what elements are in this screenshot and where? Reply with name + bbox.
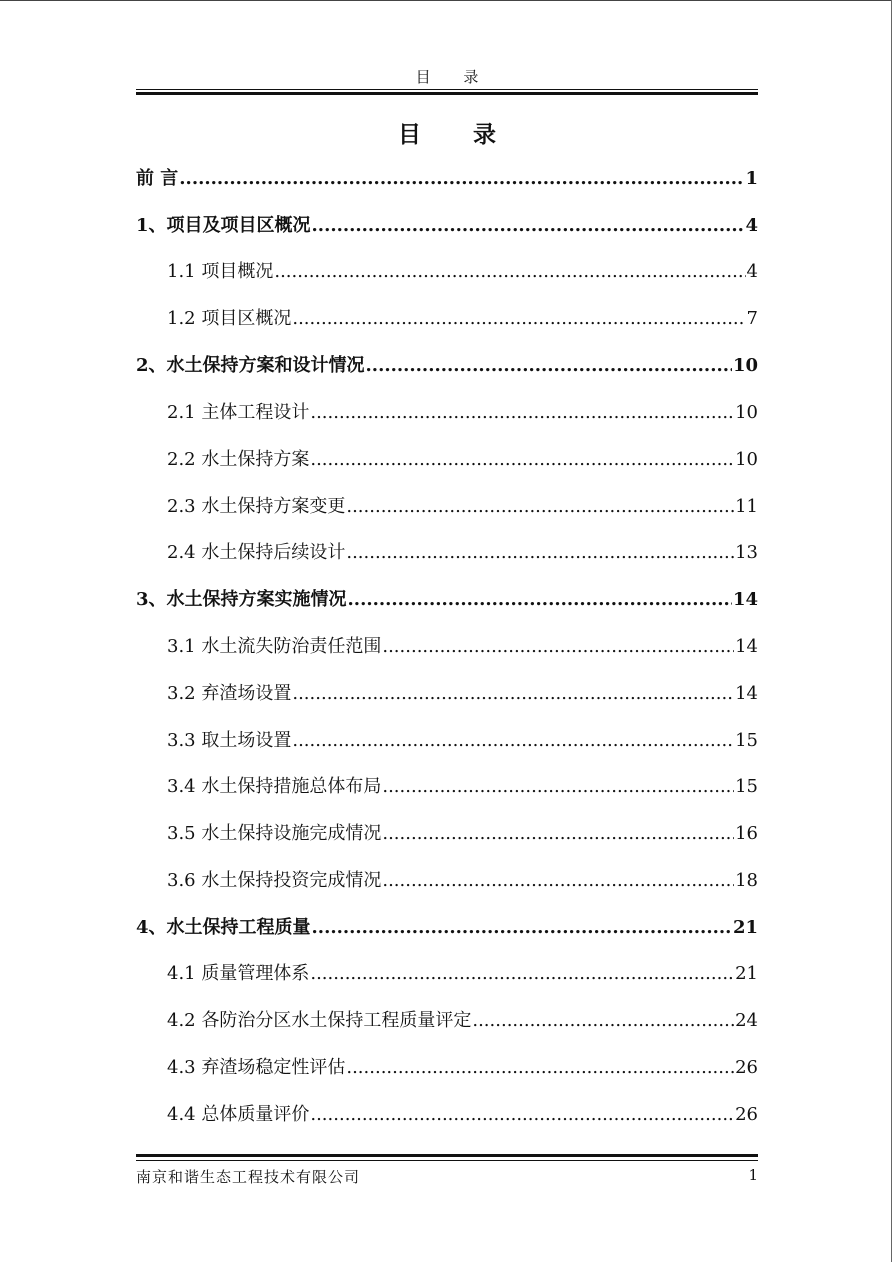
toc-entry-label: 3.4 水土保持措施总体布局: [167, 776, 382, 797]
toc-entry[interactable]: [136, 351, 758, 381]
toc-entry-label: 1、项目及项目区概况: [136, 215, 311, 236]
toc-entry-page: 21: [732, 917, 758, 938]
toc-entry-page: 26: [735, 1057, 758, 1078]
toc-entry[interactable]: [167, 1006, 758, 1036]
toc-entry-label: 2.4 水土保持后续设计: [167, 542, 346, 563]
dot-leader: [179, 164, 744, 194]
toc-entry-page: 10: [732, 355, 758, 376]
toc-entry-label: 4.1 质量管理体系: [167, 963, 310, 984]
toc-entry[interactable]: [167, 1100, 758, 1130]
dot-leader: [382, 866, 734, 896]
toc-entry[interactable]: [167, 492, 758, 522]
toc-entry-label: 3.6 水土保持投资完成情况: [167, 870, 382, 891]
dot-leader: [292, 726, 734, 756]
toc-entry[interactable]: [136, 164, 758, 194]
toc-entry-label: 2.1 主体工程设计: [167, 402, 310, 423]
footer-page-number: 1: [748, 1166, 758, 1184]
toc-entry-label: 2.3 水土保持方案变更: [167, 496, 346, 517]
toc-entry[interactable]: [167, 538, 758, 568]
toc-entry-label: 4.2 各防治分区水土保持工程质量评定: [167, 1010, 472, 1031]
toc-entry[interactable]: [167, 1053, 758, 1083]
toc-entry-label: 4、水土保持工程质量: [136, 917, 311, 938]
footer-rule-thick: [136, 1154, 758, 1157]
dot-leader: [310, 445, 734, 475]
toc-entry[interactable]: [136, 585, 758, 615]
dot-leader: [346, 492, 734, 522]
toc-entry-label: 3、水土保持方案实施情况: [136, 589, 347, 610]
toc-entry[interactable]: [167, 445, 758, 475]
dot-leader: [292, 304, 745, 334]
toc-title: 目 录: [397, 121, 518, 148]
toc-entry[interactable]: [136, 913, 758, 943]
dot-leader: [310, 398, 734, 428]
toc-entry-label: 3.5 水土保持设施完成情况: [167, 823, 382, 844]
toc-entry-page: 26: [735, 1104, 758, 1125]
toc-entry-label: 3.3 取土场设置: [167, 730, 292, 751]
toc-entry-page: 4: [746, 261, 758, 282]
toc-entry[interactable]: [167, 772, 758, 802]
toc-entry[interactable]: [167, 257, 758, 287]
toc-entry-page: 1: [745, 168, 758, 189]
toc-entry[interactable]: [136, 211, 758, 241]
toc-entry-page: 14: [735, 683, 758, 704]
dot-leader: [312, 211, 745, 241]
toc-entry-label: 3.1 水土流失防治责任范围: [167, 636, 382, 657]
dot-leader: [382, 772, 734, 802]
toc-entry-page: 21: [735, 963, 758, 984]
toc-entry-label: 2、水土保持方案和设计情况: [136, 355, 365, 376]
toc-entry-label: 3.2 弃渣场设置: [167, 683, 292, 704]
toc-entry[interactable]: [167, 959, 758, 989]
dot-leader: [366, 351, 732, 381]
toc-entry[interactable]: [167, 304, 758, 334]
dot-leader: [310, 959, 734, 989]
toc-entry-page: 7: [746, 308, 758, 329]
toc-entry-page: 10: [735, 449, 758, 470]
dot-leader: [348, 585, 732, 615]
toc-entry[interactable]: [167, 398, 758, 428]
toc-entry[interactable]: [167, 726, 758, 756]
toc-entry-page: 15: [735, 730, 758, 751]
toc-entry-label: 4.4 总体质量评价: [167, 1104, 310, 1125]
footer-rule-thin: [136, 1160, 758, 1161]
toc-entry-page: 14: [732, 589, 758, 610]
toc-entry-label: 1.1 项目概况: [167, 261, 274, 282]
toc-entry-page: 24: [735, 1010, 758, 1031]
dot-leader: [472, 1006, 734, 1036]
toc-entry-page: 13: [735, 542, 758, 563]
dot-leader: [310, 1100, 734, 1130]
toc-entry-label: 1.2 项目区概况: [167, 308, 292, 329]
toc-entry-page: 4: [745, 215, 758, 236]
toc-entry-page: 15: [735, 776, 758, 797]
toc-entry-page: 16: [735, 823, 758, 844]
toc-entry-page: 11: [735, 496, 758, 517]
toc-entry[interactable]: [167, 679, 758, 709]
running-header: 目 录: [415, 68, 493, 86]
dot-leader: [292, 679, 734, 709]
toc-entry[interactable]: [167, 819, 758, 849]
toc-entry-page: 14: [735, 636, 758, 657]
toc-entry-label: 2.2 水土保持方案: [167, 449, 310, 470]
dot-leader: [312, 913, 732, 943]
toc-entry-page: 10: [735, 402, 758, 423]
dot-leader: [346, 1053, 734, 1083]
header-rule-thin: [136, 89, 758, 90]
dot-leader: [382, 632, 734, 662]
toc-entry-page: 18: [735, 870, 758, 891]
toc-entry-label: 4.3 弃渣场稳定性评估: [167, 1057, 346, 1078]
toc-entry[interactable]: [167, 866, 758, 896]
toc-entry-label: 前 言: [136, 168, 179, 189]
header-rule-thick: [136, 92, 758, 95]
dot-leader: [346, 538, 734, 568]
dot-leader: [382, 819, 734, 849]
toc-entry[interactable]: [167, 632, 758, 662]
footer-company: 南京和谐生态工程技术有限公司: [136, 1168, 361, 1186]
dot-leader: [274, 257, 745, 287]
page-top-border: [0, 0, 892, 1]
